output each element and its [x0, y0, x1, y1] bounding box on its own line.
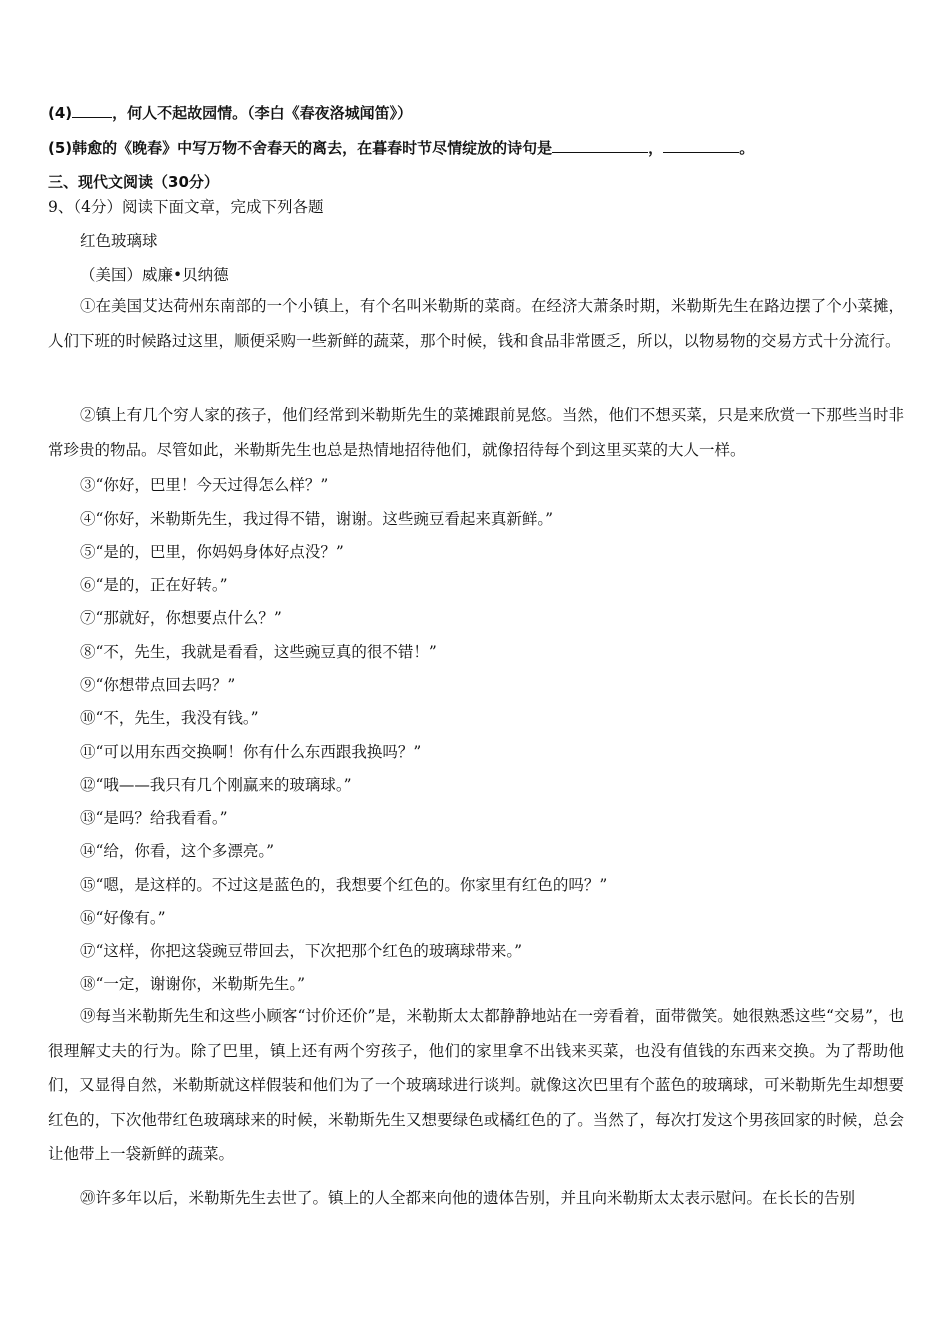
q5-blank-2[interactable] — [663, 138, 739, 153]
q5-text: 韩愈的《晚春》中写万物不舍春天的离去，在暮春时节尽情绽放的诗句是 — [72, 139, 553, 157]
dialogue-line: ⑰“这样，你把这袋豌豆带回去，下次把那个红色的玻璃球带来。” — [80, 942, 523, 960]
paragraph-19: ⑲每当米勒斯先生和这些小顾客“讨价还价”是，米勒斯太太都静静地站在一旁看着，面带微笑。她很熟悉这些“交易”，也很理解丈夫的行为。除了巴里，镇上还有两个穷孩子，他们的家里拿不出钱来买菜，也没有值钱的东西来交换。为了帮助他们，又显得自然，米勒斯就这样假装和他们为了一个玻璃球进行谈判。就像这次巴里有个蓝色的玻璃球，可米勒斯先生却想要红色的，下次他带红色玻璃球来的时候，米勒斯先生又想要绿色或橘红色的了。当然了，每次打发这个男孩回家的时候，总会让他带上一袋新鲜的蔬菜。 — [48, 1007, 904, 1163]
dialogue-line: ⑩“不，先生，我没有钱。” — [80, 709, 259, 727]
dialogue-line: ⑨“你想带点回去吗？” — [80, 676, 236, 694]
dialogue-line: ⑦“那就好，你想要点什么？” — [80, 609, 282, 627]
q4-text: ，何人不起故园情。（李白《春夜洛城闻笛》） — [112, 104, 413, 122]
q5-blank-1[interactable] — [552, 138, 648, 153]
dialogue-line: ⑫“哦——我只有几个刚赢来的玻璃球。” — [80, 776, 352, 794]
q5-label: (5) — [48, 139, 73, 157]
paragraph-2: ②镇上有几个穷人家的孩子，他们经常到米勒斯先生的菜摊跟前晃悠。当然，他们不想买菜，只是来欣赏一下那些当时非常珍贵的物品。尽管如此，米勒斯先生也总是热情地招待他们，就像招待每个到这里买菜的大人一样。 — [48, 406, 904, 459]
q4-blank[interactable] — [72, 103, 112, 118]
dialogue-line: ⑧“不，先生，我就是看看，这些豌豆真的很不错！” — [80, 643, 437, 661]
article-author: （美国）威廉•贝纳德 — [80, 266, 229, 284]
dialogue-line: ④“你好，米勒斯先生，我过得不错，谢谢。这些豌豆看起来真新鲜。” — [80, 510, 554, 528]
fill-in-q4 — [48, 103, 908, 123]
dialogue-line: ⑯“好像有。” — [80, 909, 166, 927]
question-prompt: 9、（4分）阅读下面文章，完成下列各题 — [48, 198, 324, 216]
dialogue-line: ⑱“一定，谢谢你，米勒斯先生。” — [80, 975, 306, 993]
article-title: 红色玻璃球 — [80, 232, 158, 250]
section-title: 三、现代文阅读（30分） — [48, 173, 219, 191]
q5-end: 。 — [739, 139, 755, 157]
dialogue-line: ⑬“是吗？给我看看。” — [80, 809, 228, 827]
dialogue-line: ⑤“是的，巴里，你妈妈身体好点没？” — [80, 543, 344, 561]
dialogue-line: ⑪“可以用东西交换啊！你有什么东西跟我换吗？” — [80, 743, 422, 761]
dialogue-line: ③“你好，巴里！今天过得怎么样？” — [80, 476, 329, 494]
dialogue-line: ⑮“嗯，是这样的。不过这是蓝色的，我想要个红色的。你家里有红色的吗？” — [80, 876, 608, 894]
dialogue-line: ⑥“是的，正在好转。” — [80, 576, 228, 594]
fill-in-q5 — [48, 138, 908, 158]
dialogue-line: ⑭“给，你看，这个多漂亮。” — [80, 842, 275, 860]
q4-label: (4) — [48, 104, 73, 122]
q5-sep: ， — [648, 139, 664, 157]
paragraph-1: ①在美国艾达荷州东南部的一个小镇上，有个名叫米勒斯的菜商。在经济大萧条时期，米勒斯先生在路边摆了个小菜摊，人们下班的时候路过这里，顺便采购一些新鲜的蔬菜，那个时候，钱和食品非常匮乏，所以，以物易物的交易方式十分流行。 — [48, 297, 904, 350]
paragraph-20: ⑳许多年以后，米勒斯先生去世了。镇上的人全都来向他的遗体告别，并且向米勒斯太太表示慰问。在长长的告别 — [80, 1189, 856, 1207]
